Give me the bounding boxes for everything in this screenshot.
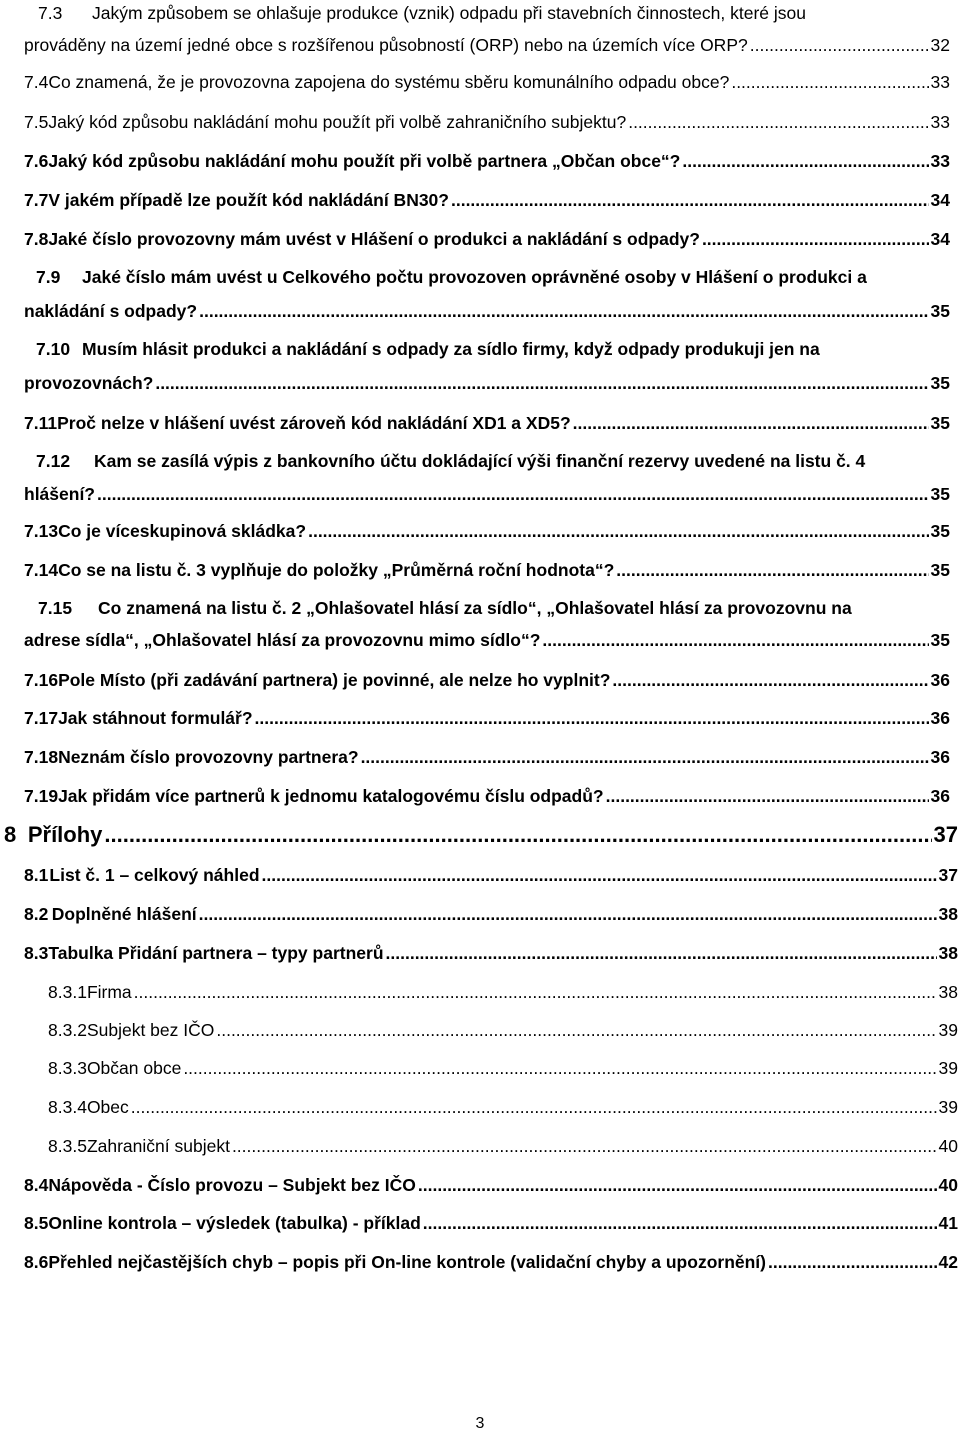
toc-title: Kam se zasílá výpis z bankovního účtu dokládající výši finanční rezervy uvedené na listu č. 4 [94,451,866,471]
toc-entry-8-3-4[interactable] [48,1097,958,1118]
toc-title: Přehled nejčastějších chyb – popis při On-line kontrole (validační chyby a upozornění) [48,1252,766,1272]
toc-number: 8.4 [24,1175,49,1195]
toc-title: Firma [86,982,132,1002]
toc-entry-8-6[interactable] [24,1252,958,1273]
leader-dots [199,301,928,322]
toc-title: Přílohy [27,822,103,847]
toc-number: 7.16 [24,670,59,690]
toc-entry-8-3-2[interactable] [48,1020,958,1041]
toc-entry-7-11[interactable] [24,413,950,434]
toc-entry-7-9-line2[interactable] [24,301,950,322]
toc-title: Co se na listu č. 3 vyplňuje do položky „Průměrná roční hodnota“? [58,560,615,580]
toc-title: Co znamená, že je provozovna zapojena do systému sběru komunálního odpadu obce? [48,72,730,92]
toc-page: 35 [930,521,950,541]
leader-dots [702,229,929,250]
toc-entry-7-7[interactable] [24,190,950,211]
toc-page: 35 [930,413,950,433]
toc-entry-8[interactable] [4,822,958,848]
toc-number: 7.8 [24,229,49,249]
leader-dots [262,865,937,886]
toc-entry-7-3[interactable] [38,3,960,24]
toc-page: 39 [938,1097,958,1117]
toc-number: 8.3.5 [48,1136,87,1156]
leader-dots [308,521,928,542]
toc-title: hlášení? [24,484,95,504]
toc-page: 41 [938,1213,958,1233]
leader-dots [155,373,928,394]
toc-entry-7-17[interactable] [24,708,950,729]
toc-number: 7.7 [24,190,49,210]
toc-entry-7-10-line2[interactable] [24,373,950,394]
toc-page: 35 [930,301,950,321]
toc-page: 36 [930,786,950,806]
toc-page: 34 [930,190,950,210]
toc-entry-7-8[interactable] [24,229,950,250]
toc-title: Co je víceskupinová skládka? [58,521,307,541]
toc-number: 8.1 [24,865,49,885]
toc-entry-7-13[interactable] [24,521,950,542]
toc-title: provozovnách? [24,373,154,393]
toc-number: 7.5 [24,112,49,132]
toc-page: 33 [930,151,950,171]
leader-dots [768,1252,937,1273]
toc-title: Jak přidám více partnerů k jednomu katalogovému číslu odpadů? [58,786,604,806]
toc-entry-8-3-1[interactable] [48,982,958,1003]
toc-page: 35 [930,560,950,580]
toc-title: V jakém případě lze použít kód nakládání BN30? [48,190,449,210]
toc-title: Jak stáhnout formulář? [58,708,253,728]
toc-page: 37 [938,865,958,885]
toc-entry-7-12[interactable] [36,451,960,472]
toc-number: 8 [4,822,17,847]
toc-page: 38 [938,943,958,963]
toc-page: 35 [930,484,950,504]
toc-page: 36 [930,670,950,690]
toc-title: Zahraniční subjekt [86,1136,230,1156]
toc-entry-7-6[interactable] [24,151,950,172]
toc-page: 40 [938,1175,958,1195]
toc-title: Občan obce [86,1058,182,1078]
toc-title: Pole Místo (při zadávání partnera) je povinné, ale nelze ho vyplnit? [58,670,611,690]
leader-dots [183,1058,936,1079]
toc-entry-7-14[interactable] [24,560,950,581]
toc-number: 7.9 [36,267,61,287]
toc-entry-7-9[interactable] [36,267,960,288]
leader-dots [199,904,937,925]
toc-title: Online kontrola – výsledek (tabulka) - příklad [48,1213,421,1233]
toc-number: 7.4 [24,72,49,92]
toc-page: 38 [938,982,958,1002]
toc-entry-7-18[interactable] [24,747,950,768]
toc-title: Obec [86,1097,129,1117]
toc-title: Jaké číslo provozovny mám uvést v Hlášení o produkci a nakládání s odpady? [48,229,700,249]
toc-title: Jaký kód způsobu nakládání mohu použít při volbě zahraničního subjektu? [48,112,627,132]
toc-number: 8.3.4 [48,1097,87,1117]
toc-number: 7.17 [24,708,59,728]
leader-dots [134,982,937,1003]
toc-page: 42 [938,1252,958,1272]
toc-number: 7.18 [24,747,59,767]
toc-entry-8-5[interactable] [24,1213,958,1234]
toc-entry-7-3-line2[interactable] [24,35,950,56]
toc-page: 36 [930,747,950,767]
leader-dots [606,786,929,807]
toc-page: 33 [930,72,950,92]
leader-dots [255,708,929,729]
toc-title: adrese sídla“, „Ohlašovatel hlásí za provozovnu mimo sídlo“? [24,630,541,650]
toc-entry-7-4[interactable] [24,72,950,93]
toc-number: 7.13 [24,521,59,541]
toc-number: 7.10 [36,339,71,359]
leader-dots [361,747,929,768]
toc-number: 8.5 [24,1213,49,1233]
toc-entry-7-15-line2[interactable] [24,630,950,651]
toc-page: 35 [930,630,950,650]
leader-dots [97,484,929,505]
toc-entry-8-2[interactable] [24,904,958,925]
toc-page: 40 [938,1136,958,1156]
leader-dots [451,190,929,211]
toc-entry-8-3[interactable] [24,943,958,964]
leader-dots [612,670,928,691]
toc-entry-8-1[interactable] [24,865,958,886]
toc-title: Jakým způsobem se ohlašuje produkce (vznik) odpadu při stavebních činnostech, které jsou [92,3,806,23]
toc-entry-8-4[interactable] [24,1175,958,1196]
toc-title: Jaký kód způsobu nakládání mohu použít při volbě partnera „Občan obce“? [48,151,681,171]
toc-title: List č. 1 – celkový náhled [49,865,260,885]
toc-title: prováděny na území jedné obce s rozšířenou působností (ORP) nebo na územích více ORP? [24,35,748,55]
toc-page: 36 [930,708,950,728]
toc-title: Musím hlásit produkci a nakládání s odpady za sídlo firmy, když odpady produkuji jen na [82,339,820,359]
toc-number: 7.19 [24,786,59,806]
toc-title: Tabulka Přidání partnera – typy partnerů [48,943,384,963]
toc-title: Nápověda - Číslo provozu – Subjekt bez IČO [48,1175,416,1195]
toc-page: 39 [938,1020,958,1040]
toc-title: Co znamená na listu č. 2 „Ohlašovatel hlásí za sídlo“, „Ohlašovatel hlásí za provozovnu na [98,598,852,618]
toc-page: 39 [938,1058,958,1078]
leader-dots [542,630,928,651]
toc-number: 7.6 [24,151,49,171]
toc-number: 8.2 [24,904,49,924]
toc-number: 7.3 [38,3,63,23]
leader-dots [104,822,931,848]
leader-dots [573,413,929,434]
toc-title: Subjekt bez IČO [86,1020,215,1040]
toc-title: Doplněné hlášení [51,904,197,924]
toc-title: Proč nelze v hlášení uvést zároveň kód nakládání XD1 a XD5? [57,413,571,433]
leader-dots [232,1136,937,1157]
leader-dots [731,72,928,93]
toc-title: Jaké číslo mám uvést u Celkového počtu provozoven oprávněné osoby v Hlášení o produkci a [82,267,867,287]
toc-number: 8.3.3 [48,1058,87,1078]
leader-dots [131,1097,937,1118]
leader-dots [682,151,928,172]
toc-entry-8-3-3[interactable] [48,1058,958,1079]
leader-dots [418,1175,937,1196]
toc-number: 8.3 [24,943,49,963]
toc-page: 33 [930,112,950,132]
toc-number: 7.14 [24,560,59,580]
toc-entry-7-15[interactable] [38,598,960,619]
leader-dots [386,943,937,964]
leader-dots [423,1213,937,1234]
page-number: 3 [475,1415,485,1432]
toc-entry-7-5[interactable] [24,112,950,133]
toc-page: 34 [930,229,950,249]
toc-entry-7-12-line2[interactable] [24,484,950,505]
leader-dots [628,112,928,133]
leader-dots [750,35,929,56]
toc-page: 32 [930,35,950,55]
toc-title: nakládání s odpady? [24,301,198,321]
toc-number: 8.6 [24,1252,49,1272]
toc-number: 7.12 [36,451,71,471]
toc-page: 38 [938,904,958,924]
toc-title: Neznám číslo provozovny partnera? [58,747,359,767]
leader-dots [216,1020,936,1041]
toc-entry-7-19[interactable] [24,786,950,807]
toc-number: 7.15 [38,598,73,618]
toc-entry-7-16[interactable] [24,670,950,691]
toc-entry-8-3-5[interactable] [48,1136,958,1157]
toc-number: 8.3.1 [48,982,87,1002]
toc-entry-7-10[interactable] [36,339,960,360]
toc-number: 8.3.2 [48,1020,87,1040]
toc-page: 35 [930,373,950,393]
leader-dots [616,560,928,581]
toc-number: 7.11 [24,413,58,433]
toc-page: 37 [933,822,958,847]
